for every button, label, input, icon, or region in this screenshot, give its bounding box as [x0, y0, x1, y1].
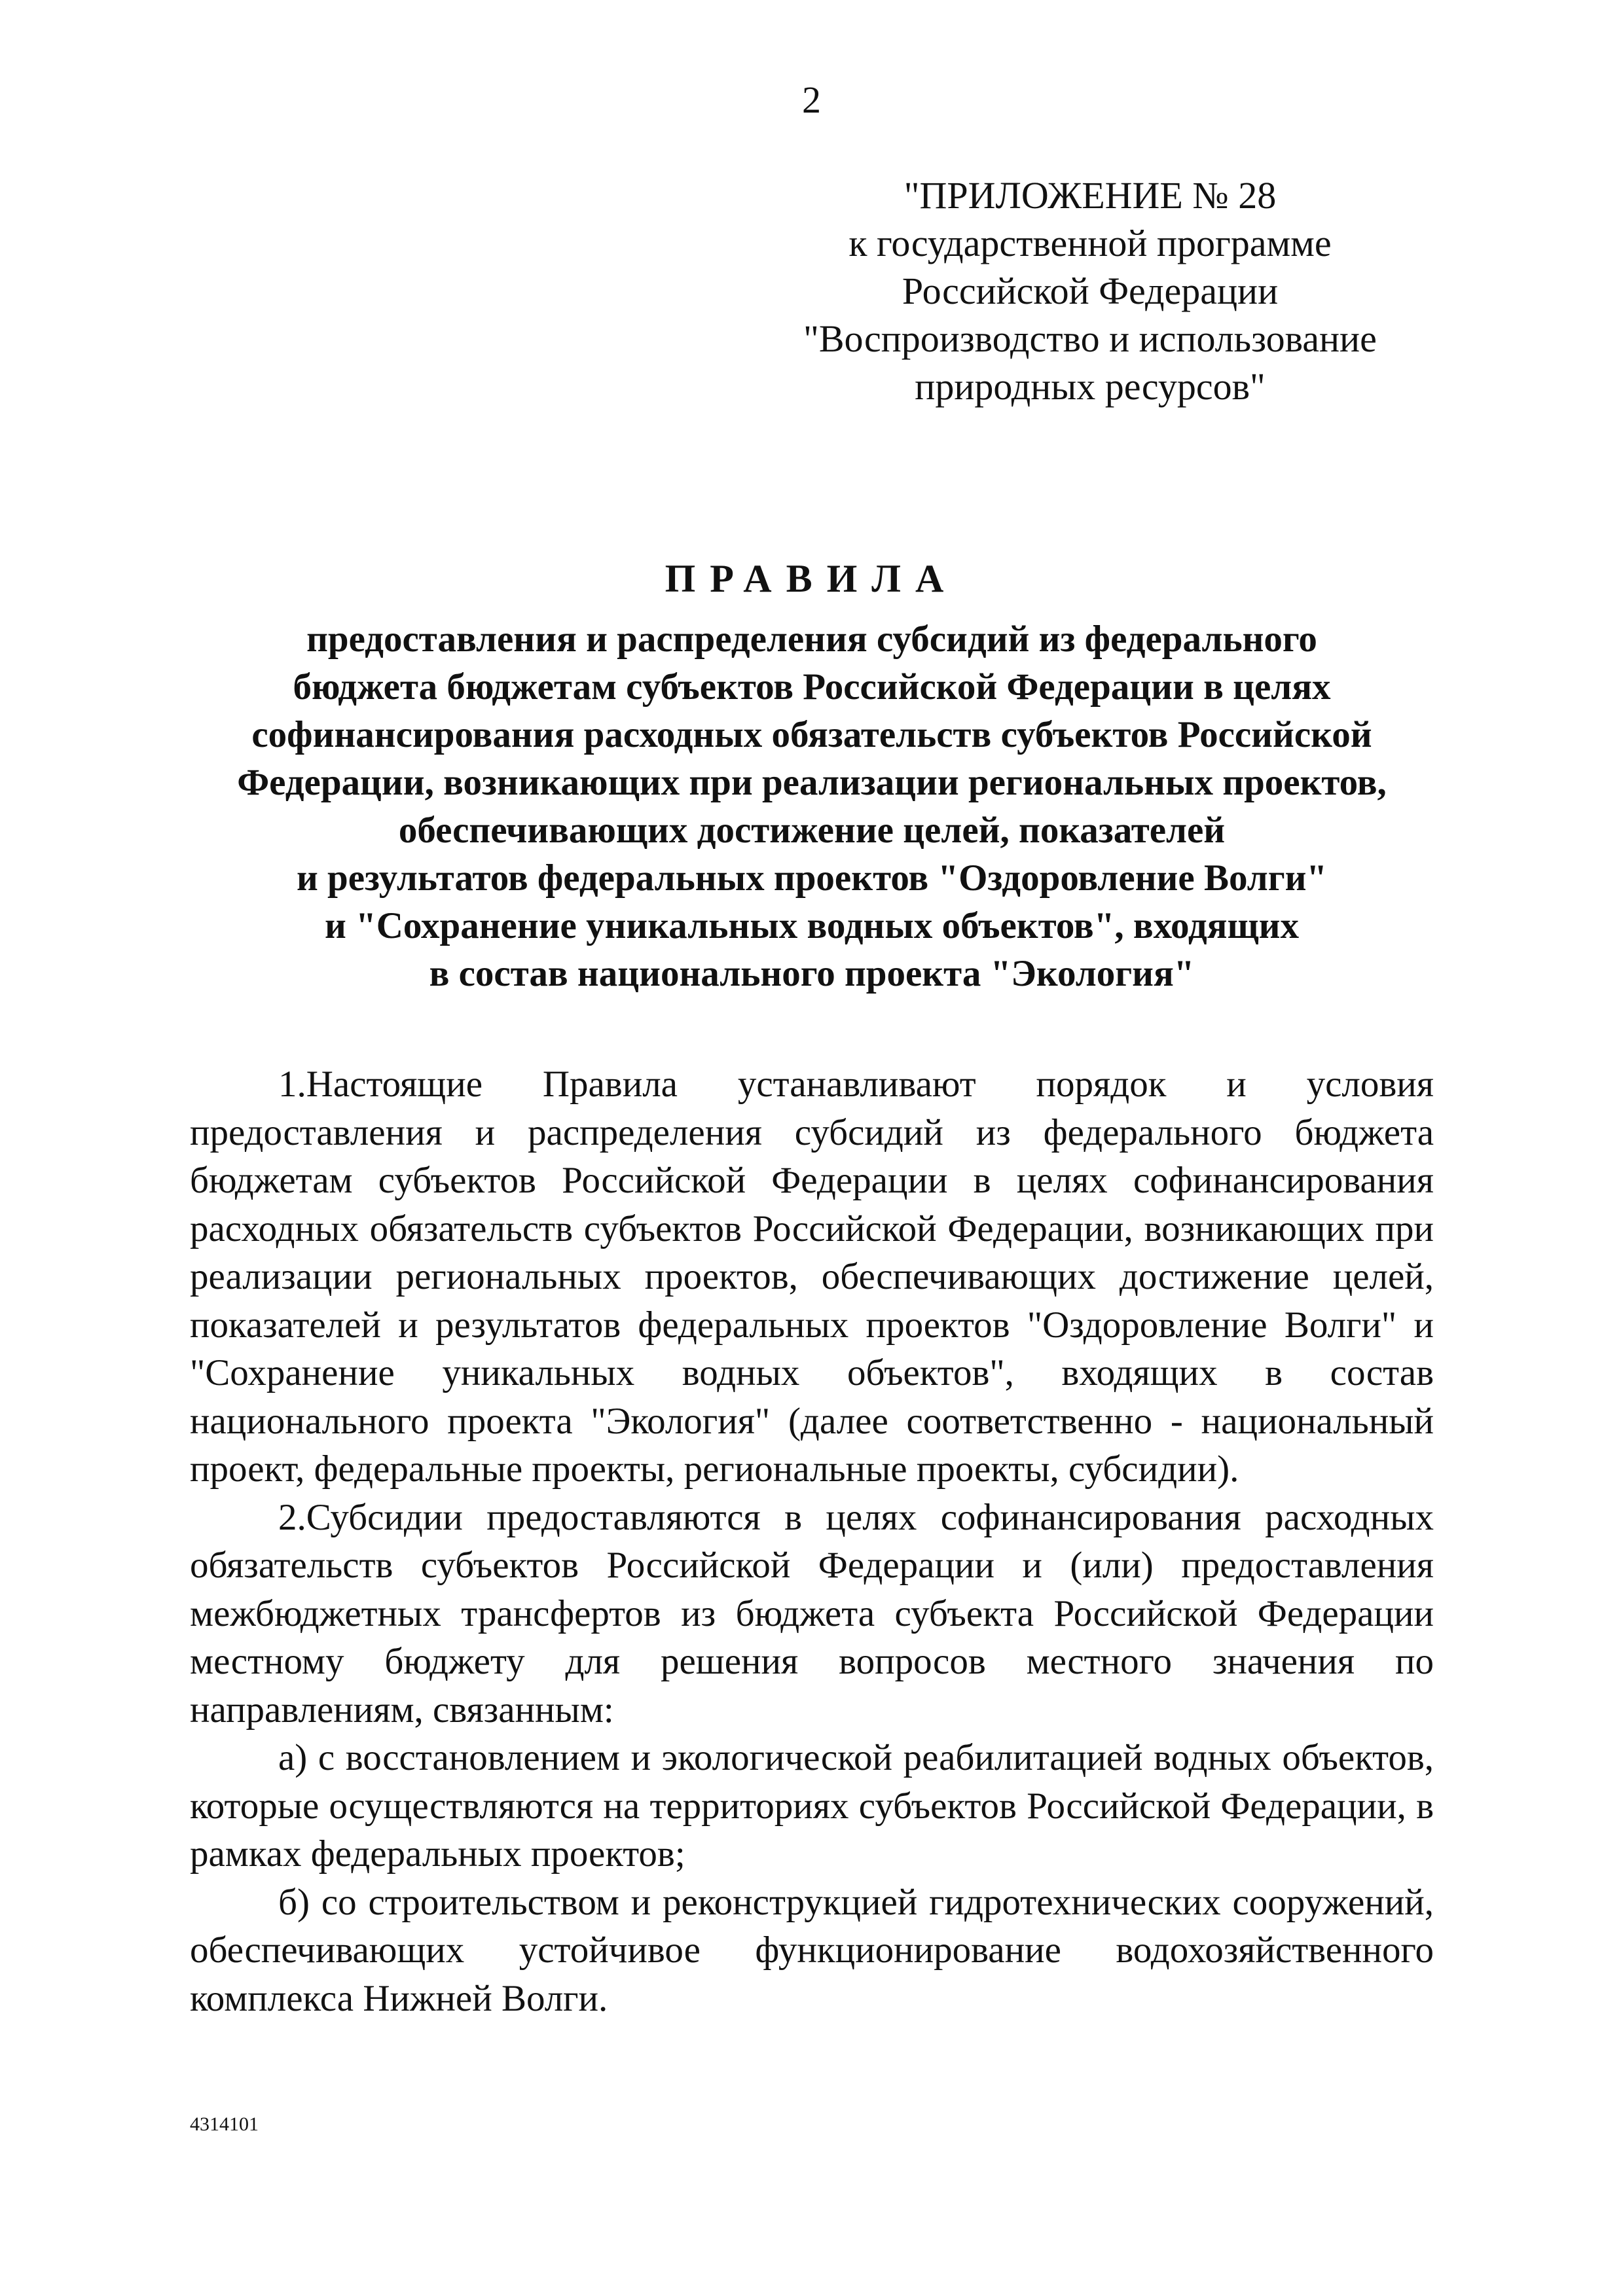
paragraph-2	[190, 1494, 1434, 1734]
paragraph-text: Субсидии предоставляются в целях софинансирования расходных обязательств субъектов Российской Федерации и (или) предоставления межбюджетных трансфертов из бюджета субъекта Российской Федерации местному бюджету для решения вопросов местного значения по направлениям, связанным:	[190, 1496, 1434, 1731]
paragraph-number: 2.	[278, 1496, 306, 1538]
paragraph-number: б)	[278, 1881, 310, 1923]
rules-title-line: в состав национального проекта "Экология"	[429, 953, 1195, 994]
subparagraph-b	[190, 1878, 1434, 2023]
rules-title-line: Федерации, возникающих при реализации региональных проектов,	[237, 762, 1387, 803]
annex-line: "ПРИЛОЖЕНИЕ № 28	[903, 174, 1277, 217]
paragraph-text: с восстановлением и экологической реабилитацией водных объектов, которые осуществляются на территориях субъектов Российской Федерации, в рамках федеральных проектов;	[190, 1737, 1434, 1874]
paragraph-number: а)	[278, 1737, 308, 1778]
rules-title-line: обеспечивающих достижение целей, показателей	[398, 810, 1226, 851]
page-number: 2	[802, 79, 821, 121]
rules-title	[190, 615, 1434, 997]
rules-title-line: софинансирования расходных обязательств субъектов Российской	[251, 714, 1372, 755]
rules-title-line: предоставления и распределения субсидий из федерального	[306, 619, 1317, 660]
annex-line: "Воспроизводство и использование	[803, 317, 1377, 360]
paragraph-1	[190, 1060, 1434, 1494]
rules-title-line: и "Сохранение уникальных водных объектов", входящих	[325, 905, 1299, 946]
subparagraph-a	[190, 1734, 1434, 1878]
paragraph-number: 1.	[278, 1064, 306, 1105]
annex-line: Российской Федерации	[902, 270, 1279, 312]
rules-title-line: бюджета бюджетам субъектов Российской Федерации в целях	[293, 666, 1331, 708]
body-text	[190, 1060, 1434, 2022]
rules-title-line: и результатов федеральных проектов "Оздоровление Волги"	[296, 857, 1328, 899]
document-code: 4314101	[190, 2113, 259, 2135]
annex-line: природных ресурсов"	[915, 365, 1266, 408]
paragraph-text: Настоящие Правила устанавливают порядок и условия предоставления и распределения субсидий из федерального бюджета бюджетам субъектов Российской Федерации в целях софинансирования расходных обязательств субъектов Российской Федерации, возникающих при реализации региональных проектов, обеспечивающих достижение целей, показателей и результатов федеральных проектов "Оздоровление Волги" и "Сохранение уникальных водных объектов", входящих в состав национального проекта "Экология" (далее соответственно - национальный проект, федеральные проекты, региональные проекты, субсидии).	[190, 1064, 1434, 1490]
annex-line: к государственной программе	[848, 222, 1332, 264]
annex-block	[779, 171, 1401, 410]
rules-heading: ПРАВИЛА	[665, 557, 958, 600]
paragraph-text: со строительством и реконструкцией гидротехнических сооружений, обеспечивающих устойчивое функционирование водохозяйственного комплекса Нижней Волги.	[190, 1881, 1434, 2019]
